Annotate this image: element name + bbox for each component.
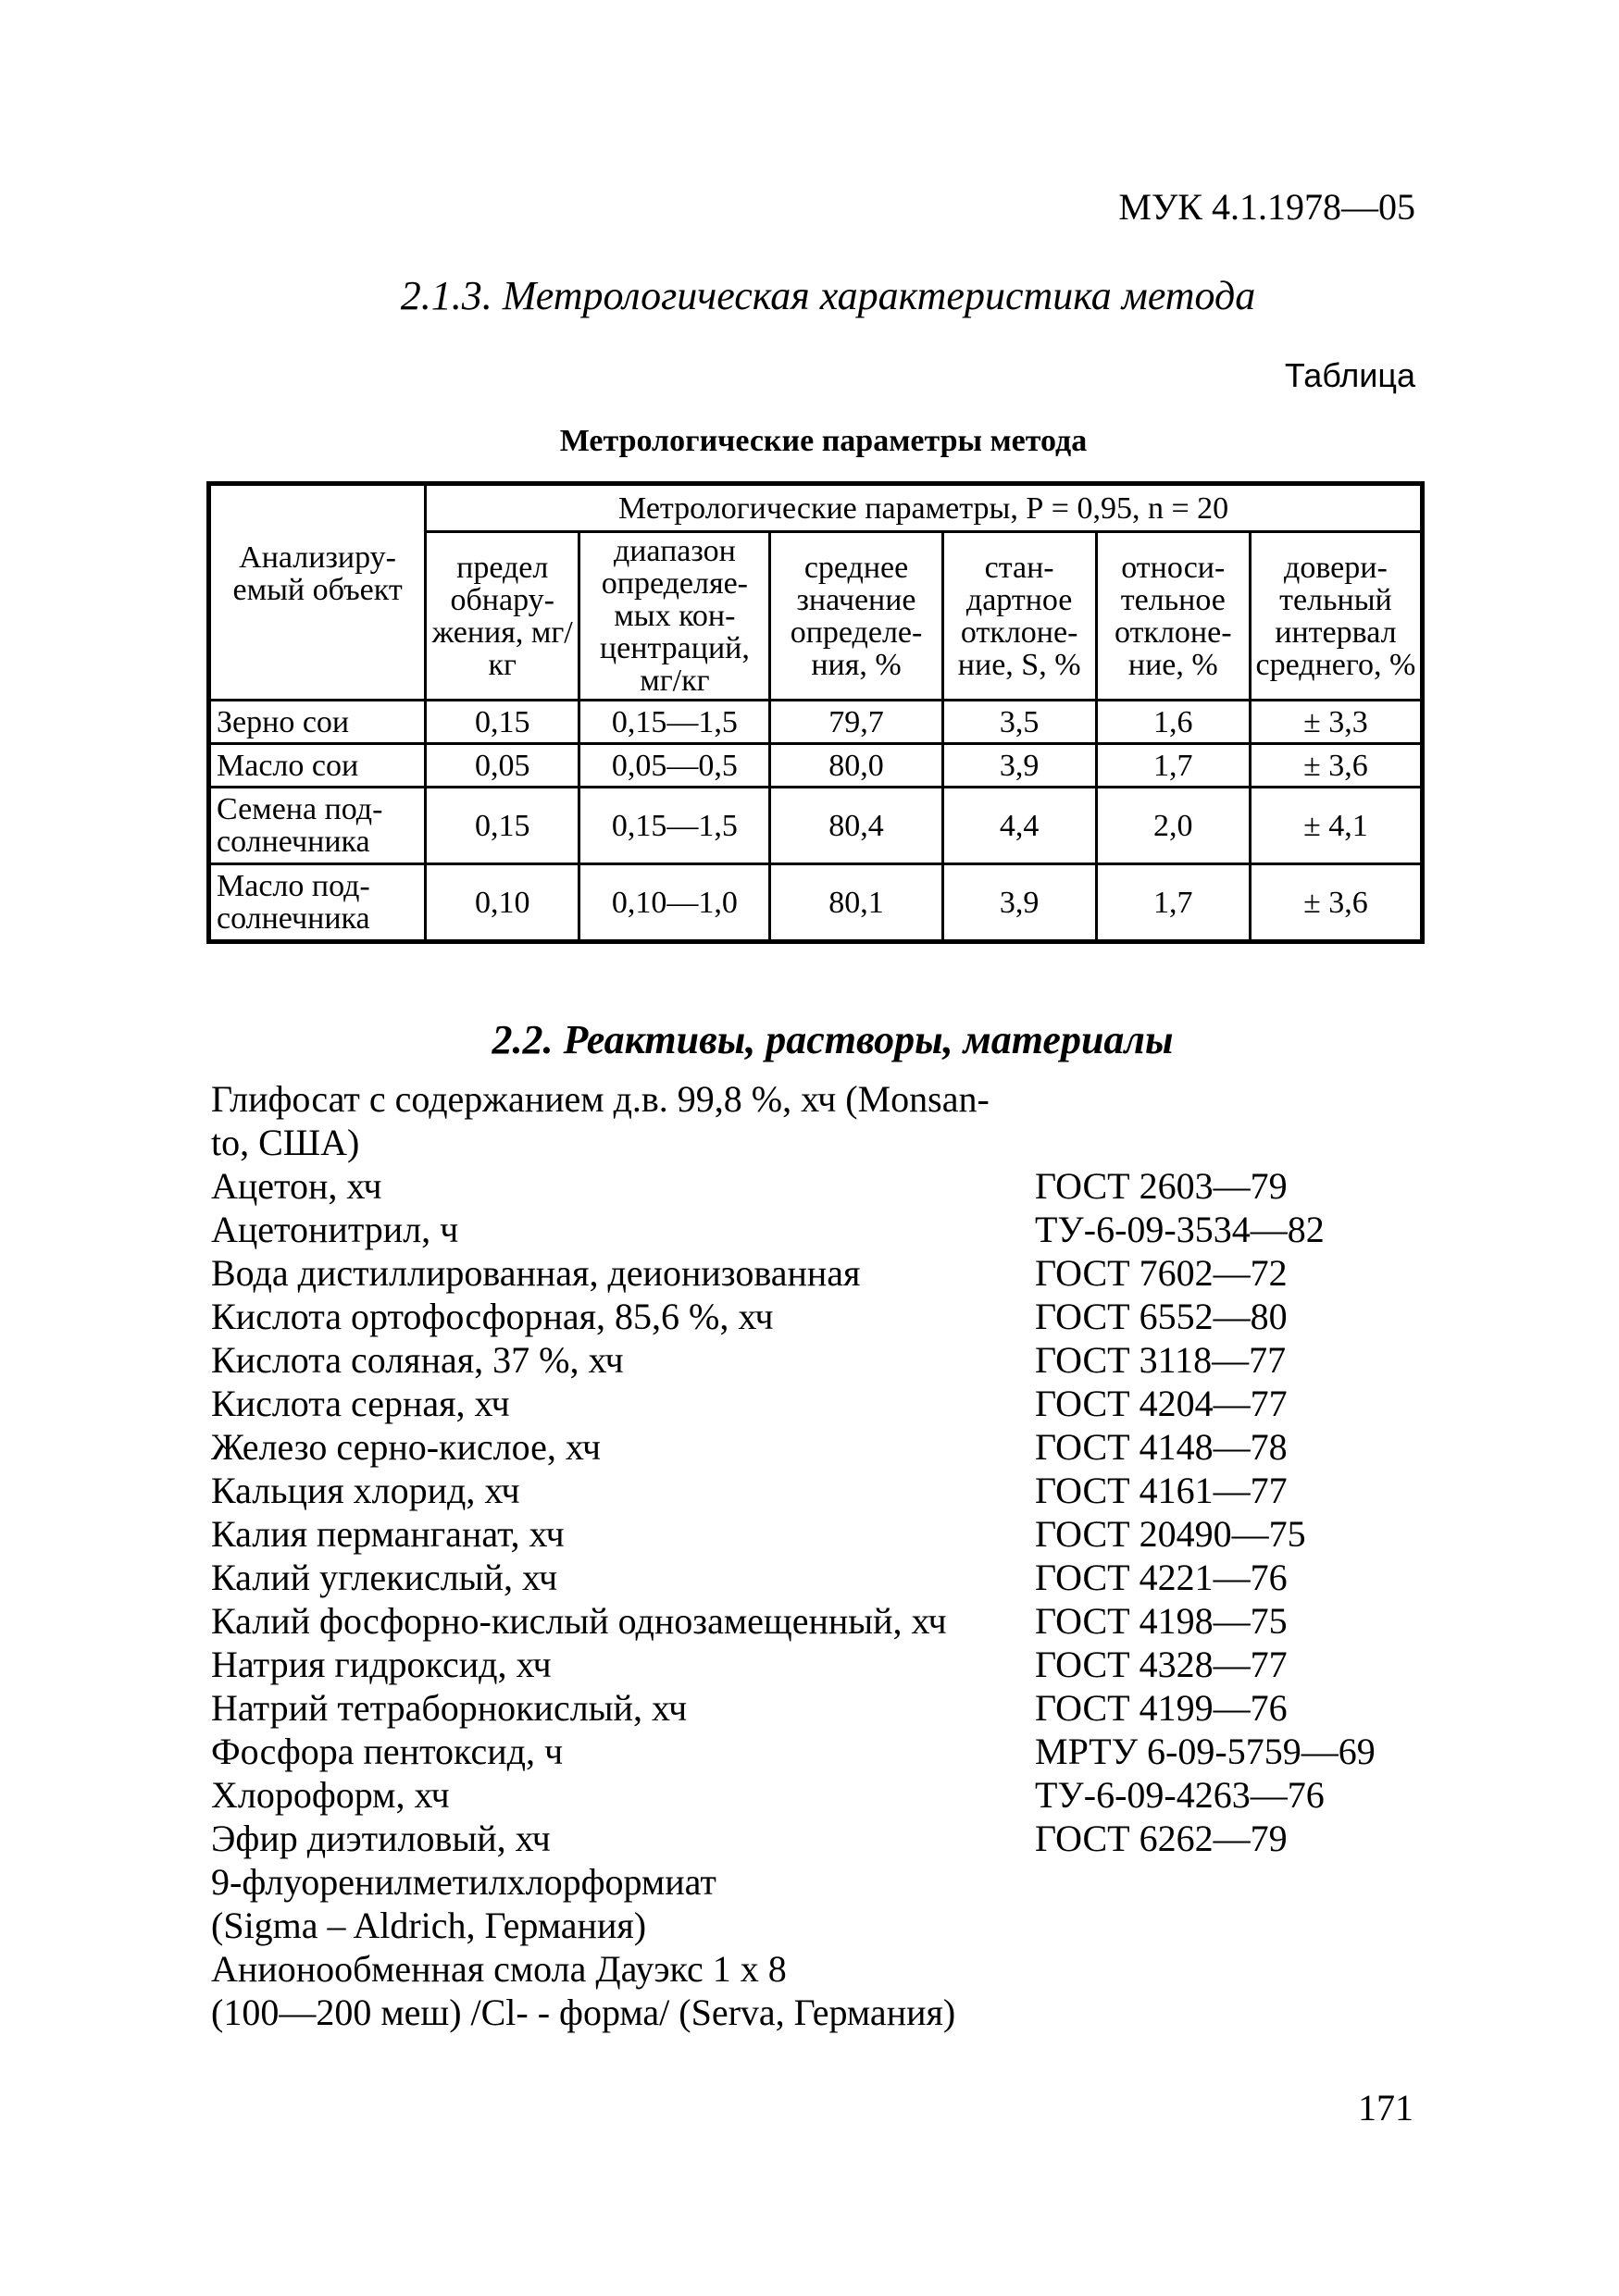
section-title-metrology: 2.1.3. Метрологическая характеристика метода xyxy=(400,273,1256,318)
value-cell: 3,9 xyxy=(942,864,1096,942)
table-row xyxy=(209,864,1423,942)
value-cell: 80,0 xyxy=(770,744,942,788)
reagent-name: Калия перманганат, хч xyxy=(211,1513,565,1555)
list-item xyxy=(211,1817,1433,1860)
reagent-name: Хлороформ, хч xyxy=(211,1774,450,1816)
reagent-standard: ГОСТ 2603—79 xyxy=(1035,1165,1288,1207)
value-cell: 2,0 xyxy=(1096,788,1250,864)
list-item xyxy=(211,1730,1433,1773)
column-header: предел обнару-жения, мг/кг xyxy=(426,532,579,701)
document-code: МУК 4.1.1978—05 xyxy=(1118,186,1415,228)
object-cell: Семена под-солнечника xyxy=(209,788,426,864)
reagent-name: Анионообменная смола Дауэкс 1 х 8 xyxy=(211,1948,787,1990)
reagent-standard xyxy=(1035,1077,1433,1121)
reagent-name: Кислота соляная, 37 %, хч xyxy=(211,1339,624,1381)
value-cell: ± 4,1 xyxy=(1250,788,1422,864)
reagent-standard xyxy=(1035,1991,1433,2034)
reagent-standard xyxy=(1035,1904,1433,1947)
reagent-name: Кислота ортофосфорная, 85,6 %, хч xyxy=(211,1296,774,1337)
reagent-name: Ацетон, хч xyxy=(211,1165,382,1207)
list-item xyxy=(211,1469,1433,1512)
reagent-standard: ГОСТ 6552—80 xyxy=(1035,1296,1288,1337)
value-cell: 0,05—0,5 xyxy=(579,744,770,788)
value-cell: ± 3,6 xyxy=(1250,864,1422,942)
value-cell: 0,15—1,5 xyxy=(579,788,770,864)
value-cell: 0,15 xyxy=(426,788,579,864)
reagent-name: Натрия гидроксид, хч xyxy=(211,1644,552,1685)
list-item xyxy=(211,1164,1433,1208)
list-item xyxy=(211,1338,1433,1382)
reagent-name: Калий углекислый, хч xyxy=(211,1557,558,1598)
value-cell: 0,15 xyxy=(426,701,579,744)
reagent-name: 9-флуоренилметилхлорформиат xyxy=(211,1861,716,1903)
reagent-name: Кальция хлорид, хч xyxy=(211,1470,520,1511)
reagent-standard: ГОСТ 6262—79 xyxy=(1035,1818,1288,1859)
column-header: стан-дартное отклоне-ние, S, % xyxy=(942,532,1096,701)
reagent-name: Натрий тетраборнокислый, хч xyxy=(211,1687,688,1729)
table-row xyxy=(209,788,1423,864)
value-cell: 80,1 xyxy=(770,864,942,942)
list-item xyxy=(211,1295,1433,1338)
reagent-name: (100—200 меш) /Cl- - форма/ (Serva, Германия) xyxy=(211,1992,956,2033)
value-cell: 0,10 xyxy=(426,864,579,942)
reagent-standard: ТУ-6-09-3534—82 xyxy=(1035,1209,1325,1250)
page-number: 171 xyxy=(1358,2087,1414,2128)
list-item xyxy=(211,1382,1433,1425)
reagent-name: to, США) xyxy=(211,1122,360,1163)
object-cell: Масло под-солнечника xyxy=(209,864,426,942)
value-cell: 1,6 xyxy=(1096,701,1250,744)
reagent-name: Ацетонитрил, ч xyxy=(211,1209,459,1250)
reagent-standard: ГОСТ 3118—77 xyxy=(1035,1339,1287,1381)
reagent-standard: ГОСТ 7602—72 xyxy=(1035,1252,1288,1294)
column-header: среднее значение определе-ния, % xyxy=(770,532,942,701)
reagent-standard: ГОСТ 4161—77 xyxy=(1035,1470,1288,1511)
reagent-name: Калий фосфорно-кислый однозамещенный, хч xyxy=(211,1600,947,1642)
metrology-table xyxy=(206,481,1425,944)
table-title: Метрологические параметры метода xyxy=(559,424,1088,458)
table-label: Таблица xyxy=(1284,356,1415,394)
list-item xyxy=(211,1425,1433,1469)
reagent-name: Кислота серная, хч xyxy=(211,1383,510,1424)
object-cell: Масло сои xyxy=(209,744,426,788)
object-column-header: Анализиру-емый объект xyxy=(209,484,426,701)
reagent-standard: ГОСТ 4204—77 xyxy=(1035,1383,1288,1424)
value-cell: 1,7 xyxy=(1096,864,1250,942)
value-cell: 0,15—1,5 xyxy=(579,701,770,744)
reagent-standard: ГОСТ 4198—75 xyxy=(1035,1600,1288,1642)
value-cell: 1,7 xyxy=(1096,744,1250,788)
list-item xyxy=(211,1860,1433,1904)
reagent-name: Вода дистиллированная, деионизованная xyxy=(211,1252,861,1294)
value-cell: ± 3,6 xyxy=(1250,744,1422,788)
reagent-standard: ГОСТ 4328—77 xyxy=(1035,1644,1288,1685)
reagents-list xyxy=(211,1077,1433,2034)
value-cell: 3,9 xyxy=(942,744,1096,788)
value-cell: 80,4 xyxy=(770,788,942,864)
value-cell: 4,4 xyxy=(942,788,1096,864)
object-cell: Зерно сои xyxy=(209,701,426,744)
list-item xyxy=(211,1077,1433,1121)
reagent-standard: ТУ-6-09-4263—76 xyxy=(1035,1774,1325,1816)
list-item xyxy=(211,1643,1433,1686)
value-cell: 3,5 xyxy=(942,701,1096,744)
list-item xyxy=(211,1773,1433,1817)
list-item xyxy=(211,1208,1433,1251)
list-item xyxy=(211,1947,1433,1991)
value-cell: 0,10—1,0 xyxy=(579,864,770,942)
list-item xyxy=(211,1556,1433,1599)
list-item xyxy=(211,1512,1433,1556)
column-header: диапазон определяе-мых кон-центраций, мг/кг xyxy=(579,532,770,701)
column-header: относи-тельное отклоне-ние, % xyxy=(1096,532,1250,701)
reagent-name: Железо серно-кислое, хч xyxy=(211,1426,601,1468)
value-cell: 79,7 xyxy=(770,701,942,744)
reagent-name: Фосфора пентоксид, ч xyxy=(211,1731,564,1772)
params-group-header: Метрологические параметры, Р = 0,95, n = 20 xyxy=(426,484,1423,532)
reagent-standard: ГОСТ 4199—76 xyxy=(1035,1687,1288,1729)
reagent-standard xyxy=(1035,1947,1433,1991)
list-item xyxy=(211,1599,1433,1643)
value-cell: 0,05 xyxy=(426,744,579,788)
reagent-name: Глифосат с содержанием д.в. 99,8 %, хч (Monsan- xyxy=(211,1078,990,1120)
reagent-standard: ГОСТ 4221—76 xyxy=(1035,1557,1288,1598)
list-item xyxy=(211,1991,1433,2034)
column-header: довери-тельный интервал среднего, % xyxy=(1250,532,1422,701)
reagent-standard: ГОСТ 4148—78 xyxy=(1035,1426,1288,1468)
list-item xyxy=(211,1251,1433,1295)
list-item xyxy=(211,1686,1433,1730)
section-title-reagents: 2.2. Реактивы, растворы, материалы xyxy=(492,1017,1174,1062)
reagent-standard: МРТУ 6-09-5759—69 xyxy=(1035,1731,1376,1772)
table-row xyxy=(209,701,1423,744)
table-row xyxy=(209,744,1423,788)
reagent-standard xyxy=(1035,1860,1433,1904)
reagent-name: Эфир диэтиловый, хч xyxy=(211,1818,551,1859)
value-cell: ± 3,3 xyxy=(1250,701,1422,744)
list-item xyxy=(211,1121,1433,1164)
list-item xyxy=(211,1904,1433,1947)
reagent-name: (Sigma – Aldrich, Германия) xyxy=(211,1905,647,1946)
reagent-standard xyxy=(1035,1121,1433,1164)
reagent-standard: ГОСТ 20490—75 xyxy=(1035,1513,1306,1555)
